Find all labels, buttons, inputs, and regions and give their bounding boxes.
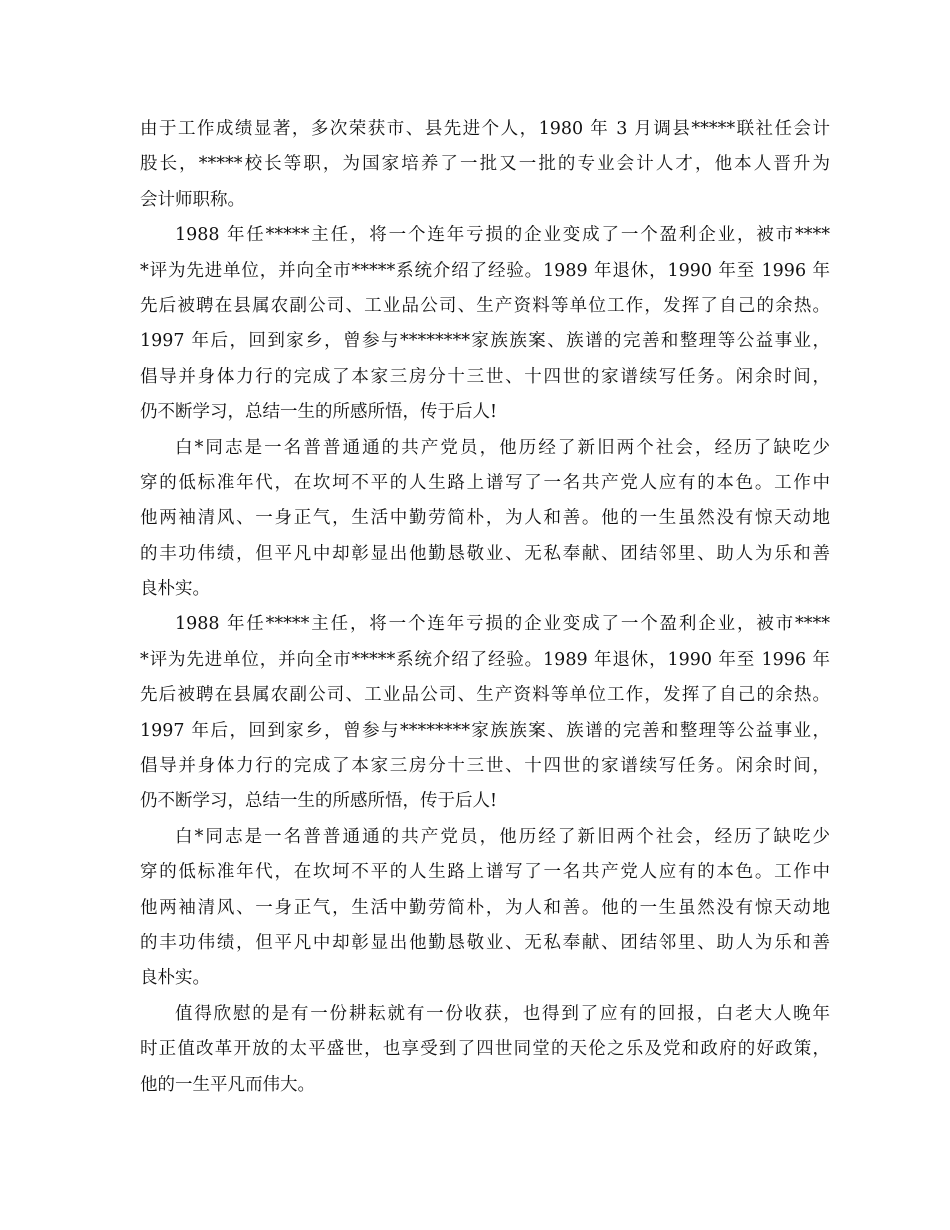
text-line: 穿的低标准年代，在坎坷不平的人生路上谱写了一名共产党人应有的本色。工作中 bbox=[140, 862, 830, 883]
text-line: 白*同志是一名普普通通的共产党员，他历经了新旧两个社会，经历了缺吃少 bbox=[175, 826, 830, 847]
text-line: 仍不断学习，总结一生的所感所悟，传于后人! bbox=[140, 402, 498, 423]
text-line: 穿的低标准年代，在坎坷不平的人生路上谱写了一名共产党人应有的本色。工作中 bbox=[140, 472, 830, 493]
text-line: 倡导并身体力行的完成了本家三房分十三世、十四世的家谱续写任务。闲余时间， bbox=[140, 756, 830, 777]
paragraph bbox=[140, 820, 830, 997]
document-body bbox=[140, 112, 830, 1103]
text-line: 先后被聘在县属农副公司、工业品公司、生产资料等单位工作，发挥了自己的余热。 bbox=[140, 685, 830, 706]
text-line: 值得欣慰的是有一份耕耘就有一份收获，也得到了应有的回报，白老大人晚年 bbox=[175, 1003, 830, 1024]
text-line: 1988 年任*****主任，将一个连年亏损的企业变成了一个盈利企业，被市**** bbox=[175, 225, 830, 246]
text-line: 1997 年后，回到家乡，曾参与********家族族案、族谱的完善和整理等公益事业， bbox=[140, 720, 830, 741]
text-line: 的丰功伟绩，但平凡中却彰显出他勤恳敬业、无私奉献、团结邻里、助人为乐和善 bbox=[140, 543, 830, 564]
paragraph bbox=[140, 112, 830, 218]
text-line: *评为先进单位，并向全市*****系统介绍了经验。1989 年退休，1990 年至 1996 年 bbox=[140, 260, 830, 281]
text-line: 他两袖清风、一身正气，生活中勤劳简朴，为人和善。他的一生虽然没有惊天动地 bbox=[140, 508, 830, 529]
text-line: 他两袖清风、一身正气，生活中勤劳简朴，为人和善。他的一生虽然没有惊天动地 bbox=[140, 897, 830, 918]
text-line: 股长，*****校长等职，为国家培养了一批又一批的专业会计人才，他本人晋升为 bbox=[140, 154, 830, 175]
text-line: 1988 年任*****主任，将一个连年亏损的企业变成了一个盈利企业，被市**** bbox=[175, 614, 830, 635]
text-line: 由于工作成绩显著，多次荣获市、县先进个人，1980 年 3 月调县*****联社任会计 bbox=[140, 119, 830, 139]
text-line: 先后被聘在县属农副公司、工业品公司、生产资料等单位工作，发挥了自己的余热。 bbox=[140, 295, 830, 316]
text-line: 良朴实。 bbox=[140, 968, 210, 989]
paragraph bbox=[140, 607, 830, 819]
paragraph bbox=[140, 218, 830, 430]
text-line: 的丰功伟绩，但平凡中却彰显出他勤恳敬业、无私奉献、团结邻里、助人为乐和善 bbox=[140, 932, 830, 953]
text-line: 时正值改革开放的太平盛世，也享受到了四世同堂的天伦之乐及党和政府的好政策， bbox=[140, 1039, 830, 1060]
text-line: *评为先进单位，并向全市*****系统介绍了经验。1989 年退休，1990 年至 1996 年 bbox=[140, 649, 830, 670]
paragraph bbox=[140, 997, 830, 1103]
paragraph bbox=[140, 431, 830, 608]
text-line: 白*同志是一名普普通通的共产党员，他历经了新旧两个社会，经历了缺吃少 bbox=[175, 437, 830, 458]
text-line: 1997 年后，回到家乡，曾参与********家族族案、族谱的完善和整理等公益事业， bbox=[140, 331, 830, 352]
text-line: 倡导并身体力行的完成了本家三房分十三世、十四世的家谱续写任务。闲余时间， bbox=[140, 366, 830, 387]
text-line: 良朴实。 bbox=[140, 579, 210, 600]
text-line: 会计师职称。 bbox=[140, 189, 245, 210]
text-line: 他的一生平凡而伟大。 bbox=[140, 1074, 315, 1095]
text-line: 仍不断学习，总结一生的所感所悟，传于后人! bbox=[140, 791, 498, 812]
